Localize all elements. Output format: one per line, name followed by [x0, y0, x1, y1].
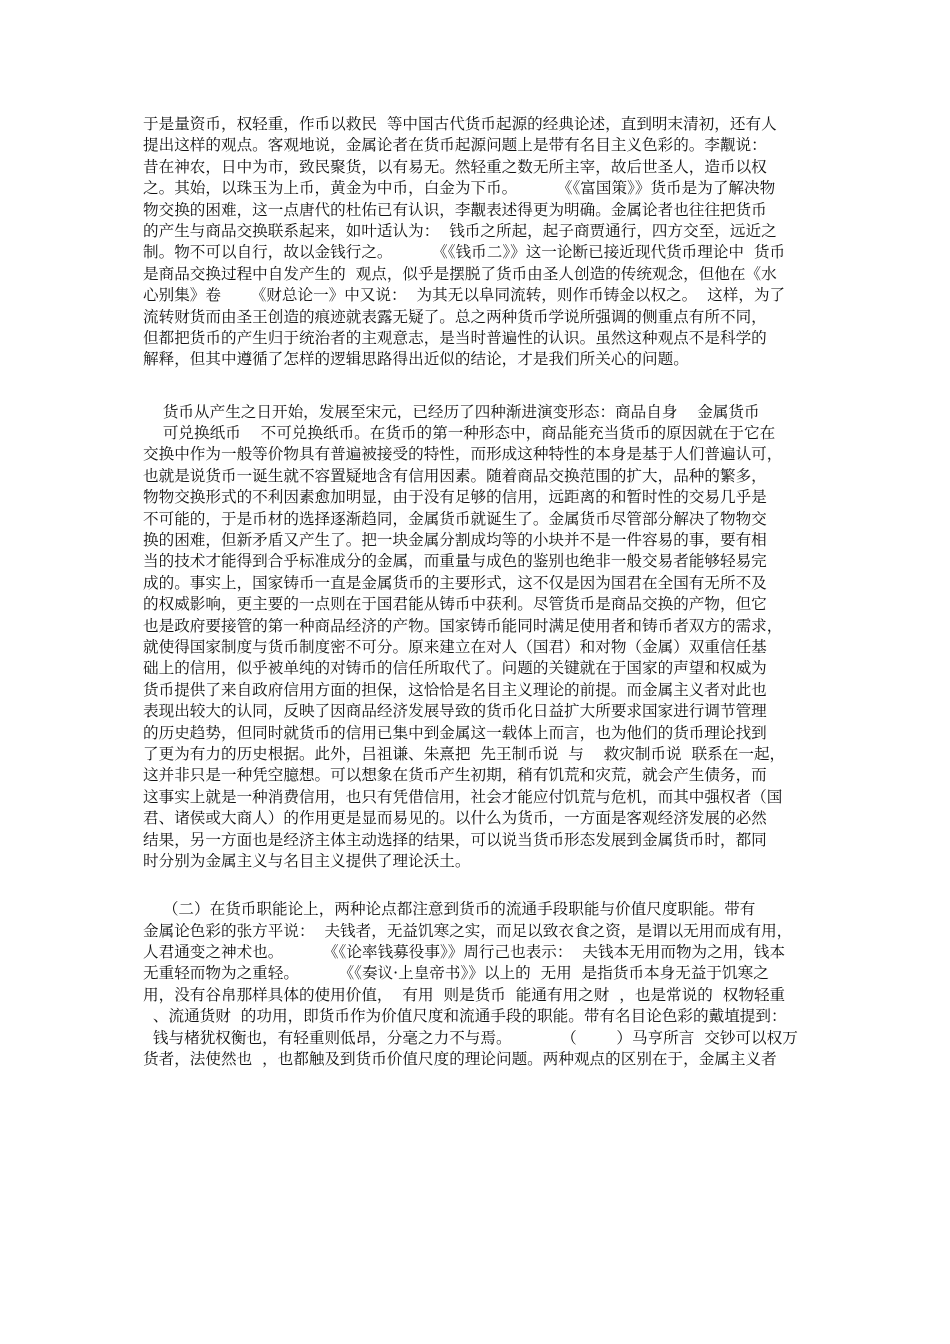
text-line: 、流通货财 的功用，即货币作为价值尺度和流通手段的职能。带有名目论色彩的戴埴提到： [143, 1007, 787, 1026]
text-line: 金属论色彩的张方平说： 夫钱者，无益饥寒之实，而足以致衣食之资，是谓以无用而成有用， [143, 921, 793, 940]
text-line: 解释，但其中遵循了怎样的逻辑思路得出近似的结论，才是我们所关心的问题。 [143, 350, 689, 369]
text-line: 结果，另一方面也是经济主体主动选择的结果，可以说当货币形态发展到金属货币时，都同 [143, 830, 767, 849]
text-line: 交换中作为一般等价物具有普遍被接受的特性，而形成这种特性的本身是基于人们普遍认可， [143, 445, 783, 464]
text-line: 物物交换形式的不利因素愈加明显，由于没有足够的信用，远距离的和暂时性的交易几乎是 [143, 488, 767, 507]
text-line: 心别集》卷 《财总论一》中又说： 为其无以阜同流转，则作币铸金以权之。 这样，为了 [143, 286, 786, 305]
paragraph-2 [143, 402, 811, 873]
paragraph-gap [143, 371, 811, 402]
text-line: 君、诸侯或大商人）的作用更是显而易见的。以什么为货币，一方面是客观经济发展的必然 [143, 809, 767, 828]
text-line: 货币从产生之日开始，发展至宋元，已经历了四种渐进演变形态：商品自身 金属货币 [143, 402, 760, 421]
text-line: 钱与楮犹权衡也，有轻重则低昂，分毫之力不与焉。 （ ）马亨所言 交钞可以权万 [143, 1028, 798, 1047]
text-line: 换的困难，但新矛盾又产生了。把一块金属分割成均等的小块并不是一件容易的事，要有相 [143, 531, 767, 550]
text-line: 人君通变之神术也。 《《论率钱募役事》》周行己也表示： 夫钱本无用而物为之用，钱本 [143, 943, 786, 962]
text-line: 的产生与商品交换联系起来，如叶适认为： 钱币之所起，起子商贾通行，四方交至，远近之 [143, 221, 777, 240]
text-line: 了更为有力的历史根据。此外，吕祖谦、朱熹把 先王制币说 与 救灾制币说 联系在一起， [143, 744, 786, 763]
text-line: 的历史趋势，但同时就货币的信用已集中到金属这一载体上而言，也为他们的货币理论找到 [143, 723, 767, 742]
text-line: 用，没有谷帛那样具体的使用价值， 有用 则是货币 能通有用之财 ，也是常说的 权物轻重 [143, 985, 786, 1004]
text-line: 当的技术才能得到合乎标准成分的金属，而重量与成色的鉴别也绝非一般交易者能够轻易完 [143, 552, 767, 571]
text-line: （二）在货币职能论上，两种论点都注意到货币的流通手段职能与价值尺度职能。带有 [143, 900, 756, 919]
text-line: 货币提供了来自政府信用方面的担保，这恰恰是名目主义理论的前提。而金属主义者对此也 [143, 680, 767, 699]
text-line: 的权威影响，更主要的一点则在于国君能从铸币中获利。尽管货币是商品交换的产物，但它 [143, 595, 767, 614]
text-line: 可兑换纸币 不可兑换纸币。在货币的第一种形态中，商品能充当货币的原因就在于它在 [143, 424, 776, 443]
text-line: 物交换的困难，这一点唐代的杜佑已有认识，李觏表述得更为明确。金属论者也往往把货币 [143, 200, 767, 219]
text-line: 制。物不可以自行，故以金钱行之。 《《钱币二》》这一论断已接近现代货币理论中 货币 [143, 243, 786, 262]
text-line: 提出这样的观点。客观地说，金属论者在货币起源问题上是带有名目主义色彩的。李觏说： [143, 136, 767, 155]
paragraph-gap [143, 872, 811, 899]
text-line: 流转财货而由圣王创造的痕迹就表露无疑了。总之两种货币学说所强调的侧重点有所不同， [143, 307, 767, 326]
text-line: 就使得国家制度与货币制度密不可分。原来建立在对人（国君）和对物（金属）双重信任基 [143, 637, 767, 656]
text-line: 昔在神农，日中为市，致民聚货，以有易无。然轻重之数无所主宰，故后世圣人，造币以权 [143, 157, 767, 176]
document-body [143, 114, 811, 1070]
text-line: 之。其始，以珠玉为上币，黄金为中币，白金为下币。 《《富国策》》货币是为了解决物 [143, 179, 776, 198]
text-line: 是商品交换过程中自发产生的 观点，似乎是摆脱了货币由圣人创造的传统观念，但他在《水 [143, 264, 777, 283]
text-line: 这并非只是一种凭空臆想。可以想象在货币产生初期，稍有饥荒和灾荒，就会产生债务，而 [143, 766, 767, 785]
text-line: 不可能的，于是币材的选择逐渐趋同，金属货币就诞生了。金属货币尽管部分解决了物物交 [143, 509, 767, 528]
paragraph-1 [143, 114, 811, 371]
text-line: 也就是说货币一诞生就不容置疑地含有信用因素。随着商品交换范围的扩大，品种的繁多， [143, 466, 767, 485]
text-line: 也是政府要接管的第一种商品经济的产物。国家铸币能同时满足使用者和铸币者双方的需求， [143, 616, 783, 635]
paragraph-3 [143, 899, 811, 1070]
text-line: 但都把货币的产生归于统治者的主观意志，是当时普遍性的认识。虽然这种观点不是科学的 [143, 328, 767, 347]
text-line: 货者，法使然也 ，也都触及到货币价值尺度的理论问题。两种观点的区别在于，金属主义者 [143, 1050, 777, 1069]
text-line: 础上的信用，似乎被单纯的对铸币的信任所取代了。问题的关键就在于国家的声望和权威为 [143, 659, 767, 678]
text-line: 这事实上就是一种消费信用，也只有凭借信用，社会才能应付饥荒与危机，而其中强权者（国 [143, 787, 783, 806]
text-line: 于是量资币，权轻重，作币以救民 等中国古代货币起源的经典论述，直到明末清初，还有人 [143, 115, 777, 133]
text-line: 表现出较大的认同，反映了因商品经济发展导致的货币化日益扩大所要求国家进行调节管理 [143, 702, 767, 721]
text-line: 成的。事实上，国家铸币一直是金属货币的主要形式，这不仅是因为国君在全国有无所不及 [143, 573, 767, 592]
text-line: 无重轻而物为之重轻。 《《奏议·上皇帝书》》以上的 无用 是指货币本身无益于饥寒之 [143, 964, 769, 983]
text-line: 时分别为金属主义与名目主义提供了理论沃土。 [143, 851, 471, 870]
